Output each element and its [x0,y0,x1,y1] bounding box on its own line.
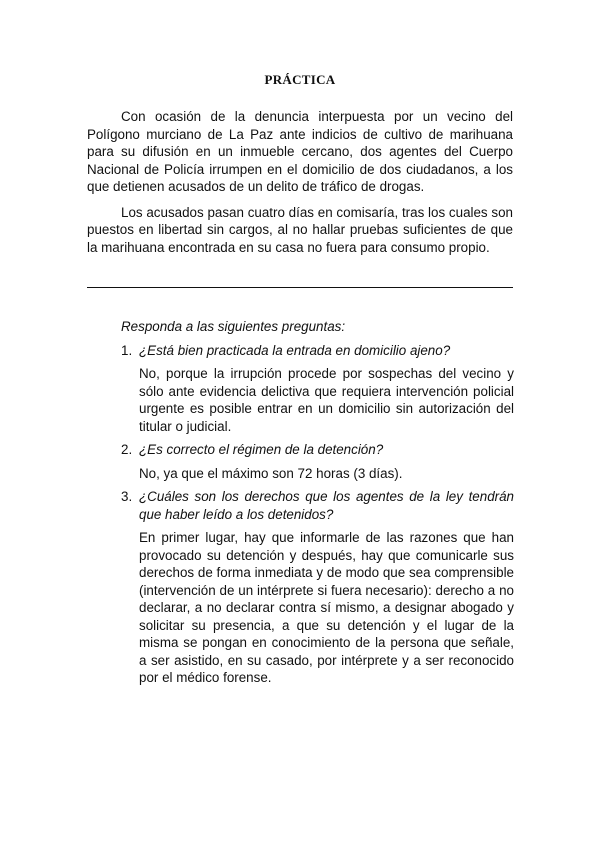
case-statement [87,108,513,264]
question-text: ¿Cuáles son los derechos que los agentes de la ley tendrán que haber leído a los detenidos? [139,489,514,522]
page-title: PRÁCTICA [264,72,336,87]
question-text: ¿Es correcto el régimen de la detención? [139,442,384,457]
question-item [121,342,514,360]
question-item [121,488,514,523]
answer-text: No, ya que el máximo son 72 horas (3 días). [139,465,403,481]
question-number: 1. [121,342,133,358]
divider [87,287,513,288]
case-paragraph: Con ocasión de la denuncia interpuesta por un vecino del Polígono murciano de La Paz ante indicios de cultivo de marihuana para su difusión en un inmueble cercano, dos agentes del Cuerpo Nacional de Policía irrumpen en el domicilio de dos ciudadanos, a los que detienen acusados de un delito de tráfico de drogas. [87,109,513,194]
case-paragraph: Los acusados pasan cuatro días en comisaría, tras los cuales son puestos en libertad sin cargos, al no hallar pruebas suficientes de que la marihuana encontrada en su casa no fuera para consumo propio. [87,204,513,255]
question-item [121,441,514,459]
question-number: 2. [121,442,133,457]
questions-intro: Responda a las siguientes preguntas: [121,319,346,334]
answer-text: No, porque la irrupción procede por sospechas del vecino y sólo ante evidencia delictiva que requiera intervención policial urgente es posible entrar en un domicilio sin autorización del titular o judicial. [139,366,514,434]
answer-text: En primer lugar, hay que informarle de las razones que han provocado su detención y después, hay que comunicarle sus derechos de forma inmediata y de modo que sea comprensible (intervención de un intérprete si fuera necesario): derecho a no declarar, a no declarar contra sí mismo, a designar abogado y solicitar su presencia, a que su detención y el lugar de la misma se pongan en conocimiento de la persona que señale, a ser asistido, en su casado, por intérprete y a ser reconocido por el médico forense. [139,530,514,685]
question-number: 3. [121,489,133,504]
question-text: ¿Está bien practicada la entrada en domicilio ajeno? [139,342,451,358]
questions-section [121,318,514,693]
